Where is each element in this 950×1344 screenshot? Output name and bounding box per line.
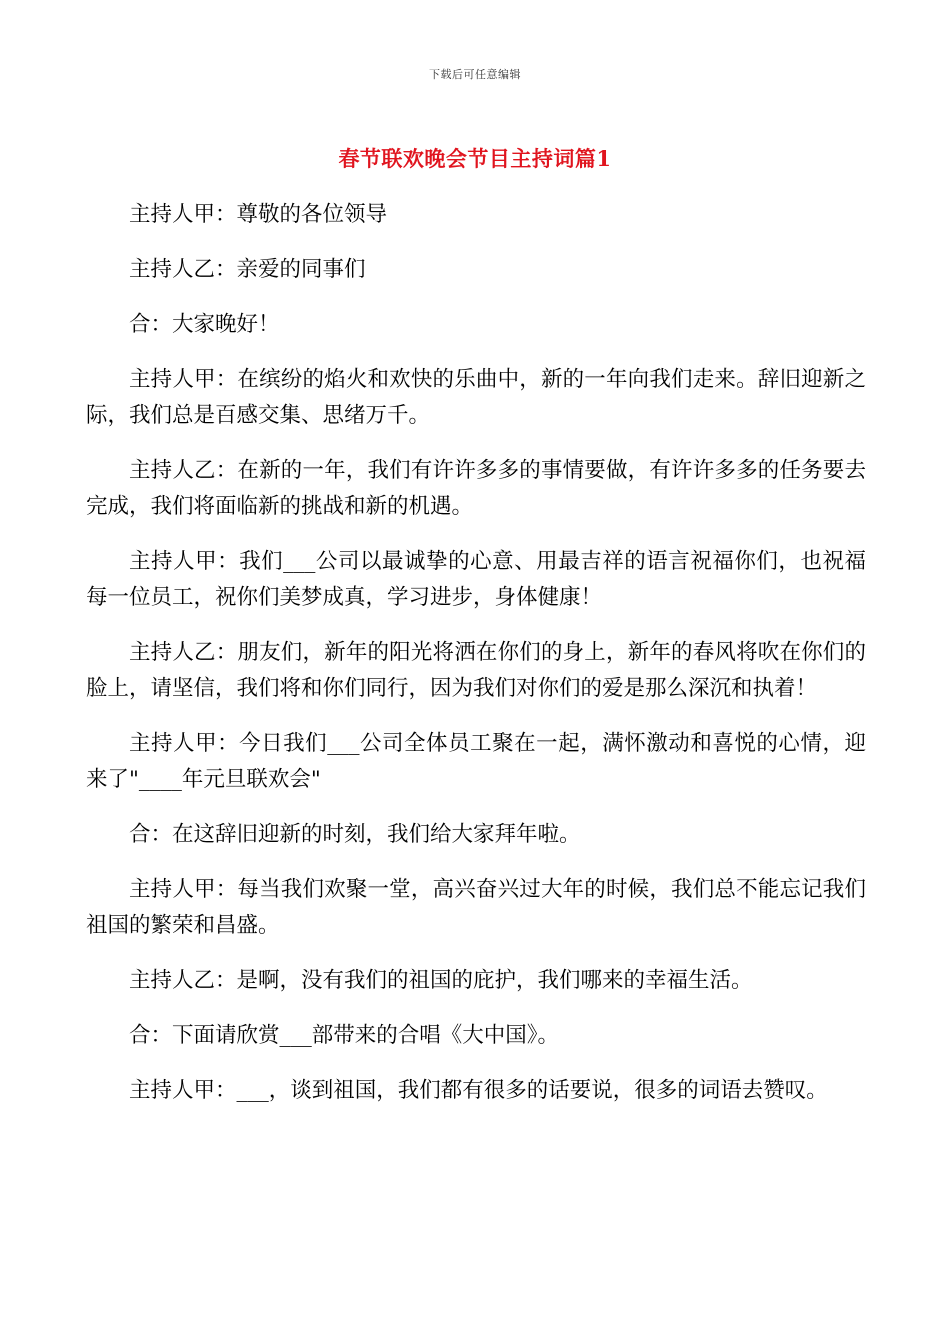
paragraph: 主持人乙：亲爱的同事们	[129, 257, 366, 282]
document-title: 春节联欢晚会节目主持词篇1	[338, 146, 612, 171]
document-body	[86, 197, 866, 1128]
paragraph: 合：在这辞旧迎新的时刻，我们给大家拜年啦。	[129, 822, 581, 847]
paragraph: 主持人乙：是啊，没有我们的祖国的庇护，我们哪来的幸福生活。	[129, 968, 753, 993]
paragraph: 合：下面请欣赏___部带来的合唱《大中国》。	[129, 1023, 560, 1048]
paragraph: 合：大家晚好！	[129, 312, 280, 337]
paragraph: 主持人甲：每当我们欢聚一堂，高兴奋兴过大年的时候，我们总不能忘记我们祖国的繁荣和昌盛。	[86, 877, 866, 938]
paragraph: 主持人甲：___，谈到祖国，我们都有很多的话要说，很多的词语去赞叹。	[129, 1078, 828, 1103]
paragraph: 主持人甲：我们___公司以最诚挚的心意、用最吉祥的语言祝福你们，也祝福每一位员工，祝你们美梦成真，学习进步，身体健康！	[86, 549, 866, 610]
paragraph: 主持人乙：在新的一年，我们有许许多多的事情要做，有许许多多的任务要去完成，我们将面临新的挑战和新的机遇。	[86, 458, 866, 519]
paragraph: 主持人甲：今日我们___公司全体员工聚在一起，满怀激动和喜悦的心情，迎来了"____年元旦联欢会"	[86, 731, 866, 792]
paragraph: 主持人乙：朋友们，新年的阳光将洒在你们的身上，新年的春风将吹在你们的脸上，请坚信，我们将和你们同行，因为我们对你们的爱是那么深沉和执着！	[86, 640, 866, 701]
header-note: 下载后可任意编辑	[429, 68, 521, 81]
paragraph: 主持人甲：尊敬的各位领导	[129, 202, 388, 227]
paragraph: 主持人甲：在缤纷的焰火和欢快的乐曲中，新的一年向我们走来。辞旧迎新之际，我们总是百感交集、思绪万千。	[86, 367, 866, 428]
